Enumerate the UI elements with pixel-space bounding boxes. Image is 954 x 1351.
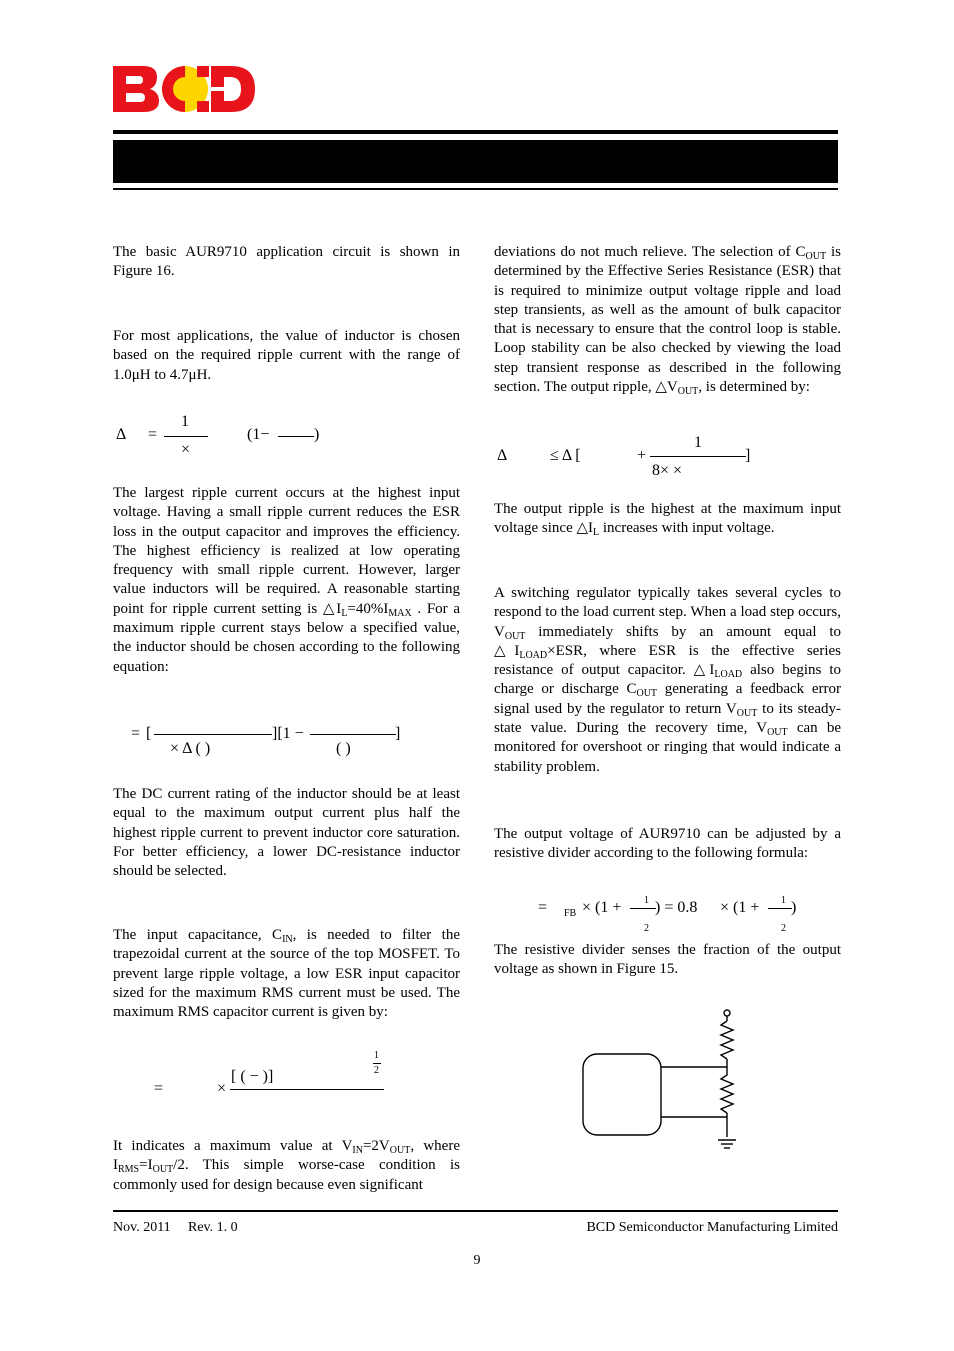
- eq3-exp-num: 1: [374, 1050, 379, 1061]
- eq4-close: ]: [745, 447, 751, 464]
- eq2-den1: × Δ ( ): [170, 740, 211, 757]
- header-bar: [113, 140, 838, 183]
- eq4-delta: Δ: [497, 447, 508, 464]
- eq4-denominator: 8× ×: [652, 462, 683, 479]
- eq5-fb: FB: [564, 908, 577, 919]
- eq1-paren: (1−: [247, 426, 270, 443]
- eq5-part1: × (1 +: [582, 899, 622, 916]
- right-paragraph-5: The resistive divider senses the fraction of the output voltage as shown in Figure 15.: [494, 942, 841, 978]
- eq3-equals: =: [154, 1080, 164, 1097]
- footer-rule: [113, 1210, 838, 1212]
- footer-company: BCD Semiconductor Manufacturing Limited: [586, 1220, 838, 1235]
- right-paragraph-2: The output ripple is the highest at the maximum input voltage since $\triangle I_L$ increases with input voltage.: [494, 501, 841, 539]
- resistor-r2: [721, 1067, 733, 1113]
- left-paragraph-5: The input capacitance, $C_{IN}$, is needed to filter the trapezoidal current at the source of the top MOSFET. To prevent large ripple voltage, a low ESR input capacitor sized for the maximum RMS current must be used. The maximum RMS capacitor current is given by:: [113, 927, 460, 1021]
- eq2-close: ]: [395, 725, 401, 742]
- eq2-mid: ][1 −: [272, 725, 304, 742]
- header-rule: [113, 130, 838, 134]
- left-paragraph-2: For most applications, the value of inductor is chosen based on the required ripple current with the range of 1.0μH to 4.7μH.: [113, 328, 460, 383]
- bcd-logo: [113, 64, 255, 114]
- footer-date: Nov. 2011: [113, 1220, 171, 1235]
- header-rule-bottom: [113, 188, 838, 190]
- eq5-part2: ) = 0.8: [655, 899, 698, 916]
- eq4-le: ≤ Δ [: [550, 447, 581, 464]
- eq1-numerator: 1: [181, 413, 189, 430]
- vout-terminal: [724, 1010, 730, 1016]
- eq2-den2: ( ): [336, 740, 351, 757]
- left-paragraph-3: The largest ripple current occurs at the highest input voltage. Having a small ripple current reduces the ESR loss in the output capacitor and improves the efficiency. The highest efficiency is realized at low operating frequency with small ripple current. However, larger value inductors will be required. A reasonable starting point for ripple current setting is $\triangle I_L=40\%I_{MAX}$ . For a maximum ripple current stays below a specified value, the inductor should be chosen according to the following equation:: [113, 485, 460, 675]
- right-paragraph-1: deviations do not much relieve. The selection of $C_{OUT}$ is determined by the Effective Series Resistance (ESR) that is required to minimize output voltage ripple and load step transients, as well as the amount of bulk capacitor that is necessary to ensure that the control loop is stable. Loop stability can be also checked by viewing the load step transient response as described in the following section. The output ripple, $\triangle V_{OUT}$, is determined by:: [494, 244, 841, 398]
- eq2-open: [: [146, 725, 152, 742]
- chip-box: [583, 1054, 661, 1135]
- eq4-plus: +: [637, 447, 647, 464]
- resistor-r1: [721, 1021, 733, 1059]
- right-paragraph-4: The output voltage of AUR9710 can be adjusted by a resistive divider according to the following formula:: [494, 826, 841, 862]
- eq3-times: ×: [217, 1080, 227, 1097]
- eq1-delta: Δ: [116, 426, 127, 443]
- eq1-equals: =: [148, 426, 158, 443]
- eq3-bracket: [ ( − )]: [231, 1068, 274, 1085]
- resistor-divider-diagram: [575, 1005, 745, 1155]
- eq5-part3: × (1 +: [720, 899, 760, 916]
- left-paragraph-4: The DC current rating of the inductor should be at least equal to the maximum output current plus half the highest ripple current to prevent inductor core saturation. For better efficiency, a lower DC-resistance inductor should be selected.: [113, 786, 460, 880]
- eq3-exp-den: 2: [374, 1065, 379, 1076]
- eq1-denominator: ×: [181, 441, 191, 458]
- eq5-equals: =: [538, 899, 548, 916]
- eq5-one-a: 1: [644, 895, 649, 906]
- eq5-two-b: 2: [781, 923, 786, 934]
- eq1-close: ): [314, 426, 320, 443]
- right-paragraph-3: A switching regulator typically takes several cycles to respond to the load current step. When a load step occurs, $V_{OUT}$ immediately shifts by an amount equal to $\triangle I_{LOAD}\times ESR$, where ESR is the effective series resistance of output capacitor. $\triangle I_{LOAD}$ also begins to charge or discharge $C_{OUT}$ generating a feedback error signal used by the regulator to return $V_{OUT}$ to its steady-state value. During the recovery time, $V_{OUT}$ can be monitored for overshoot or ringing that would indicate a stability problem.: [494, 585, 842, 775]
- eq4-numerator: 1: [694, 434, 702, 451]
- eq2-equals: =: [131, 725, 141, 742]
- eq5-one-b: 1: [781, 895, 786, 906]
- eq5-part4: ): [791, 899, 797, 916]
- footer-revision: Rev. 1. 0: [188, 1220, 238, 1235]
- left-paragraph-1: The basic AUR9710 application circuit is shown in Figure 16.: [113, 244, 460, 280]
- logo-letter-b: [113, 66, 159, 112]
- eq5-two-a: 2: [644, 923, 649, 934]
- left-paragraph-6: It indicates a maximum value at $V_{IN}=2V_{OUT}$, where $I_{RMS}=I_{OUT}/2$. This simple worse-case condition is commonly used for design because even significant: [113, 1138, 460, 1193]
- page-number: 9: [473, 1253, 481, 1268]
